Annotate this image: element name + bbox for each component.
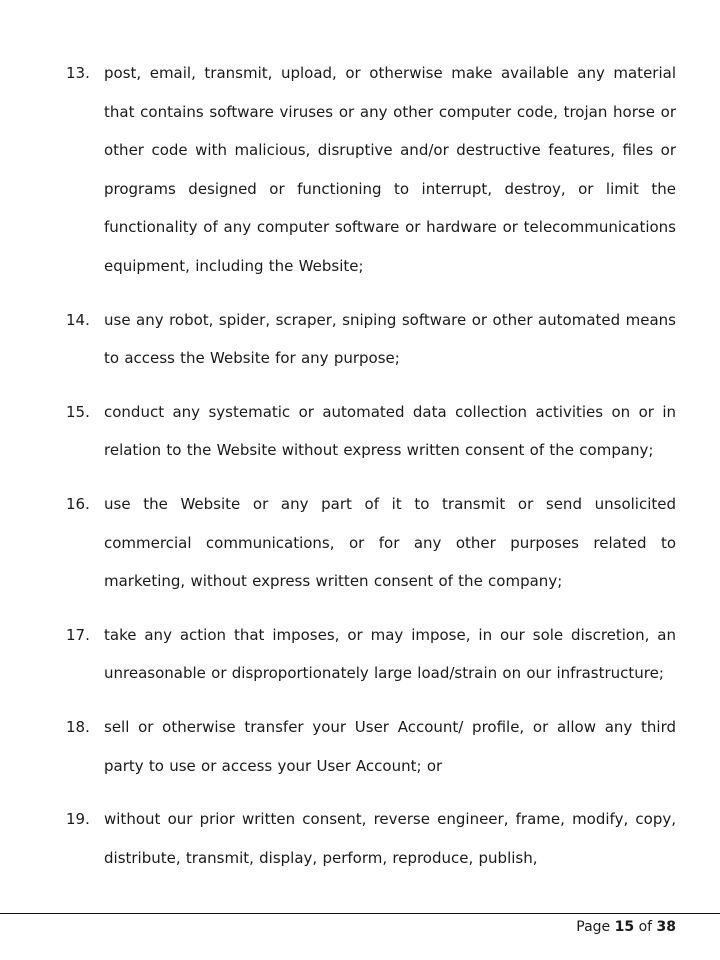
clause-text: post, email, transmit, upload, or otherwise make available any material that contains software viruses or any other computer code, trojan horse or other code with malicious, disruptive and/or destructive features, files or programs designed or functioning to interrupt, destroy, or limit the functionality of any computer software or hardware or telecommunications equipment, including the Website;: [104, 64, 676, 275]
clause-number: 14.: [66, 310, 90, 329]
clause-text: sell or otherwise transfer your User Account/ profile, or allow any third party to use or access your User Account; or: [104, 717, 676, 775]
clause-number: 13.: [66, 64, 90, 82]
list-item: [0, 800, 720, 877]
total-pages-number: 38: [656, 919, 676, 935]
page-number-footer: [576, 917, 676, 937]
clause-number: 17.: [66, 625, 90, 644]
clause-list: [0, 39, 720, 892]
page-label: Page: [576, 919, 611, 935]
list-item: [0, 301, 720, 378]
clause-number: 19.: [66, 810, 90, 829]
clause-text: use any robot, spider, scraper, sniping software or other automated means to access the Website for any purpose;: [104, 310, 676, 368]
list-item: [0, 708, 720, 785]
list-item: [0, 393, 720, 470]
clause-text: conduct any systematic or automated data collection activities on or in relation to the Website without express written consent of the company;: [104, 402, 676, 460]
clause-text: take any action that imposes, or may impose, in our sole discretion, an unreasonable or disproportionately large load/strain on our infrastructure;: [104, 625, 676, 683]
clause-number: 16.: [66, 494, 90, 513]
clause-text: without our prior written consent, reverse engineer, frame, modify, copy, distribute, transmit, display, perform, reproduce, publish,: [104, 810, 676, 867]
list-item: [0, 485, 720, 601]
clause-text: use the Website or any part of it to transmit or send unsolicited commercial communications, or for any other purposes related to marketing, without express written consent of the company;: [104, 494, 676, 591]
current-page-number: 15: [614, 919, 635, 935]
clause-number: 18.: [66, 717, 90, 736]
footer-divider: [0, 913, 720, 914]
list-item: [0, 54, 720, 286]
list-item: [0, 616, 720, 693]
of-label: of: [638, 919, 653, 935]
clause-number: 15.: [66, 402, 90, 421]
